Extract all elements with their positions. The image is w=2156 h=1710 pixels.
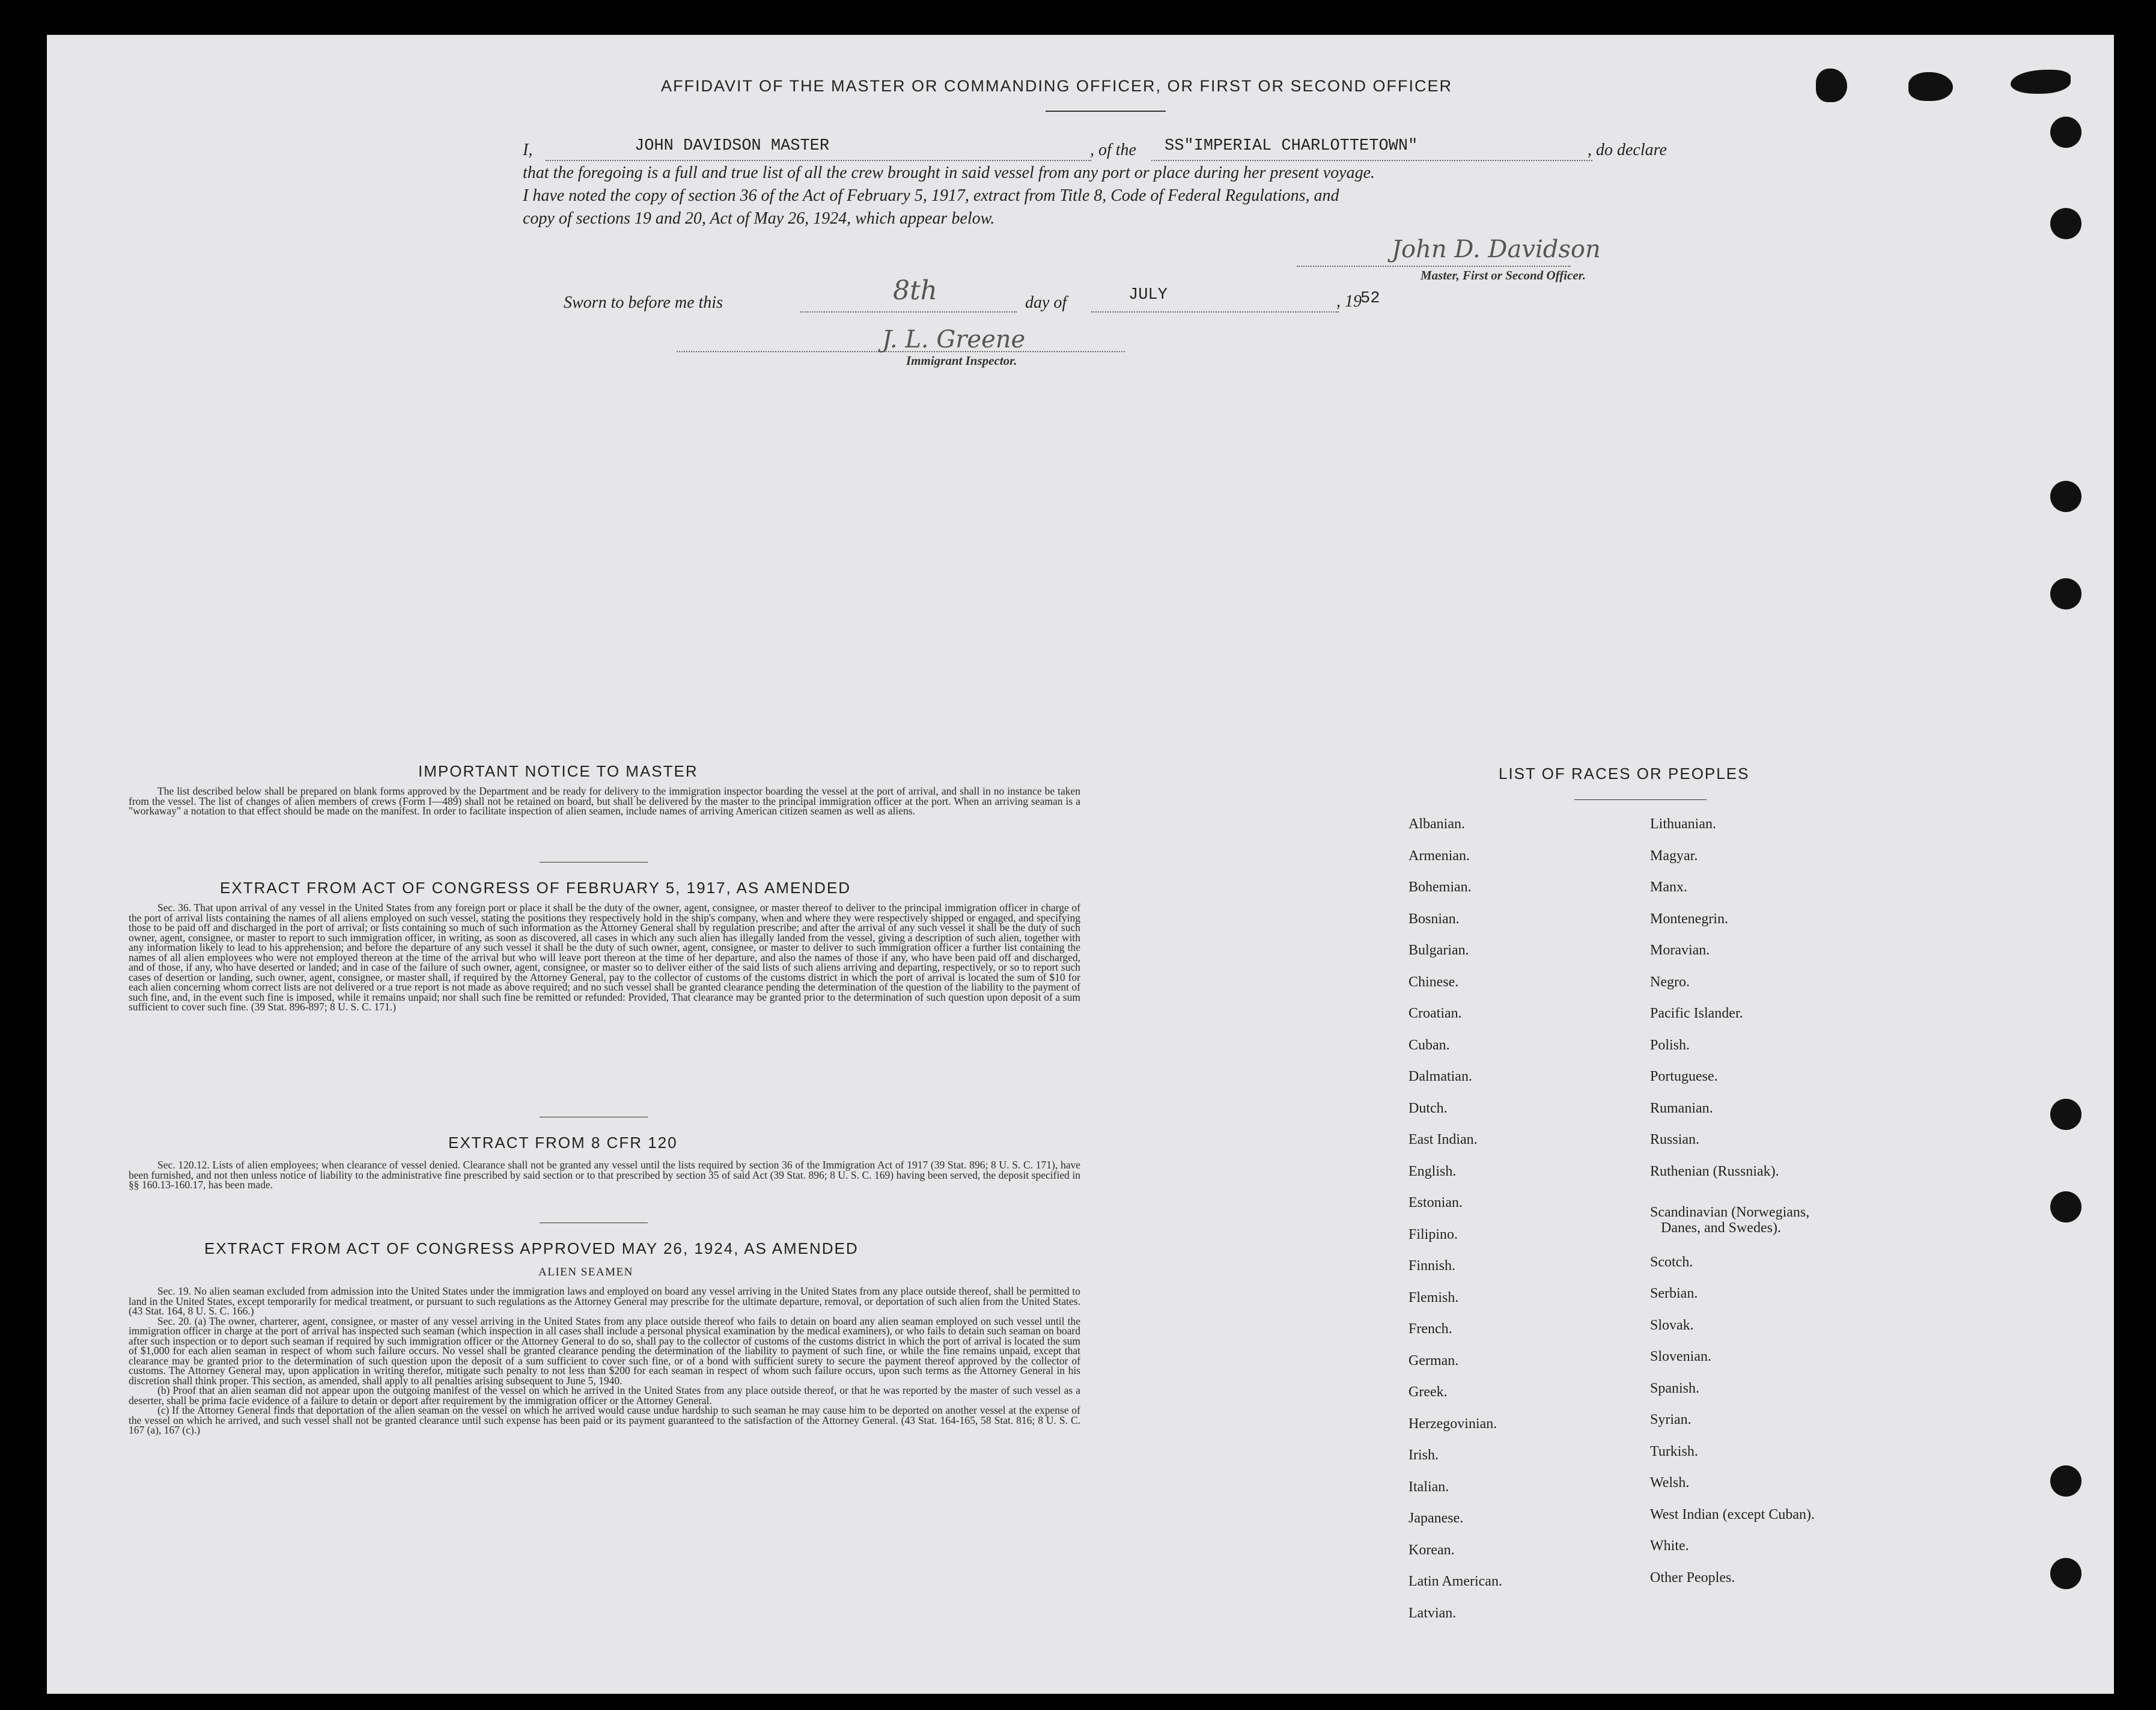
race-item: White.	[1650, 1538, 1689, 1554]
extract-cfr-text	[129, 1160, 1080, 1190]
race-item: Latvian.	[1408, 1605, 1457, 1621]
race-item: French.	[1408, 1321, 1452, 1337]
race-item: Russian.	[1650, 1132, 1700, 1147]
race-item: Other Peoples.	[1650, 1569, 1735, 1586]
race-item: Lithuanian.	[1650, 816, 1716, 832]
ink-blot	[2011, 70, 2071, 94]
race-item: Irish.	[1408, 1447, 1439, 1463]
sworn-label: Sworn to before me this	[564, 293, 723, 312]
ink-blot	[1816, 69, 1847, 102]
race-item: Rumanian.	[1650, 1100, 1713, 1116]
punch-hole	[2050, 1099, 2081, 1130]
affidavit-line-3: I have noted the copy of section 36 of the Act of February 5, 1917, extract from Title 8, Code of Federal Regulations, and	[523, 186, 1339, 205]
race-item: East Indian.	[1408, 1132, 1478, 1147]
race-item: Croatian.	[1408, 1006, 1462, 1021]
race-item: Slovak.	[1650, 1317, 1694, 1333]
race-item: Bohemian.	[1408, 879, 1472, 895]
master-signature: John D. Davidson	[1392, 236, 1601, 263]
extract-1917-heading: EXTRACT FROM ACT OF CONGRESS OF FEBRUARY 5, 1917, AS AMENDED	[220, 879, 851, 897]
race-item: Dutch.	[1408, 1100, 1448, 1116]
race-item: Moravian.	[1650, 942, 1710, 958]
race-item: Portuguese.	[1650, 1069, 1718, 1084]
race-item: Cuban.	[1408, 1037, 1450, 1053]
race-item: Negro.	[1650, 974, 1690, 990]
race-item: Ruthenian (Russniak).	[1650, 1163, 1779, 1179]
punch-hole	[2050, 117, 2081, 148]
sworn-day: 8th	[893, 275, 938, 306]
title-divider	[1046, 111, 1166, 112]
race-item: English.	[1408, 1163, 1457, 1179]
punch-hole	[2050, 1465, 2081, 1497]
race-item: Albanian.	[1408, 816, 1465, 832]
race-item: Danes, and Swedes).	[1661, 1220, 1781, 1236]
affidavit-line-4: copy of sections 19 and 20, Act of May 26, 1924, which appear below.	[523, 209, 995, 228]
race-item: Dalmatian.	[1408, 1069, 1472, 1084]
race-item: Spanish.	[1650, 1380, 1700, 1396]
race-item: Japanese.	[1408, 1510, 1464, 1526]
extract-1924-heading: EXTRACT FROM ACT OF CONGRESS APPROVED MAY 26, 1924, AS AMENDED	[204, 1239, 859, 1257]
extract-1917-text	[129, 903, 1080, 1012]
race-item: German.	[1408, 1352, 1459, 1369]
race-item: Italian.	[1408, 1479, 1449, 1495]
punch-hole	[2050, 208, 2081, 239]
race-item: Montenegrin.	[1650, 911, 1728, 927]
race-item: Pacific Islander.	[1650, 1006, 1743, 1021]
race-item: Herzegovinian.	[1408, 1415, 1497, 1432]
vessel-line	[1151, 160, 1592, 161]
master-name: JOHN DAVIDSON MASTER	[635, 137, 830, 155]
extract-1924-paragraph-sec20c: (c) If the Attorney General finds that deportation of the alien seaman on the vessel on which he arrived would cause undue hardship to such seaman he may cause him to be deported on another vessel at the expense of the vessel on which he arrived, and such vessel shall not be granted clearance until such expense has been paid or its payment guaranteed to the satisfaction of the Attorney General. (43 Stat. 164-165, 58 Stat. 816; 8 U. S. C. 167 (a), 167 (c).)	[129, 1404, 1080, 1436]
punch-hole	[2050, 1191, 2081, 1223]
race-item: Latin American.	[1408, 1574, 1502, 1589]
punch-hole	[2050, 1558, 2081, 1589]
race-item: Manx.	[1650, 879, 1687, 895]
race-item: Chinese.	[1408, 974, 1459, 990]
race-item: Korean.	[1408, 1542, 1455, 1558]
race-item: Flemish.	[1408, 1289, 1459, 1305]
races-heading: LIST OF RACES OR PEOPLES	[1499, 765, 1750, 783]
race-item: Syrian.	[1650, 1412, 1692, 1428]
master-signature-line	[1297, 266, 1571, 267]
affidavit-title: AFFIDAVIT OF THE MASTER OR COMMANDING OFFICER, OR FIRST OR SECOND OFFICER	[661, 77, 1453, 95]
race-item: Armenian.	[1408, 847, 1470, 864]
notice-heading: IMPORTANT NOTICE TO MASTER	[418, 762, 698, 780]
extract-1924-text	[129, 1286, 1080, 1435]
sworn-day-line	[800, 311, 1017, 313]
document-page	[47, 35, 2114, 1694]
notice-paragraph: The list described below shall be prepared on blank forms approved by the Department and be ready for delivery to the immigration inspector boarding the vessel at the port of arrival, and shall in no instance be taken from the vessel. The list of changes of alien members of crews (Form I—489) shall not be retained on board, but shall be delivered by the master to the principal immigration officer at the port. When an arriving seaman is a "workaway" a notation to that effect should be made on the manifest. In order to facilitate inspection of alien seamen, include names of arriving American citizen seamen as well as aliens.	[129, 785, 1080, 817]
affidavit-line-2: that the foregoing is a full and true list of all the crew brought in said vessel from any port or place during her present voyage.	[523, 163, 1375, 182]
race-item: Serbian.	[1650, 1286, 1698, 1301]
punch-hole	[2050, 481, 2081, 512]
alien-seamen-subheading: ALIEN SEAMEN	[538, 1266, 633, 1278]
race-item: Scandinavian (Norwegians,	[1650, 1205, 1810, 1220]
extract-1924-paragraph-sec19: Sec. 19. No alien seaman excluded from admission into the United States under the immigration laws and employed on board any vessel arriving in the United States from any place outside thereof, shall be permitted to land in the United States, except temporarily for medical treatment, or pursuant to such regulations as the Attorney General may prescribe for the ultimate departure, removal, or deportation of such alien from the United States. (43 Stat. 164, 8 U. S. C. 166.)	[129, 1285, 1080, 1317]
vessel-name: SS"IMPERIAL CHARLOTTETOWN"	[1165, 137, 1418, 155]
master-name-line	[546, 160, 1091, 161]
extract-cfr-heading: EXTRACT FROM 8 CFR 120	[448, 1134, 678, 1152]
sworn-year: 52	[1360, 290, 1380, 308]
inspector-signature: J. L. Greene	[882, 326, 1026, 353]
race-item: Welsh.	[1650, 1475, 1690, 1491]
race-item: Filipino.	[1408, 1226, 1458, 1242]
race-item: Estonian.	[1408, 1195, 1463, 1211]
extract-cfr-paragraph: Sec. 120.12. Lists of alien employees; when clearance of vessel denied. Clearance shall not be granted any vessel until the lists required by section 36 of the Immigration Act of 1917 (39 Stat. 896; 8 U. S. C. 171), have been furnished, and not then unless notice of liability to the administrative fine prescribed by said section or to that prescribed by section 35 of said Act (39 Stat. 896; 8 U. S. C. 169) having been served, the deposit specified in §§ 160.13-160.17, has been made.	[129, 1159, 1080, 1191]
year-prefix: , 19	[1336, 292, 1362, 311]
race-item: Scotch.	[1650, 1254, 1693, 1270]
i-label: I,	[523, 141, 533, 159]
extract-1917-paragraph: Sec. 36. That upon arrival of any vessel in the United States from any foreign port or place it shall be the duty of the owner, agent, consignee, or master thereof to deliver to the principal immigration officer in charge of the port of arrival lists containing the names of all aliens employed on such vessel, stating the positions they respectively hold in the ship's company, when and where they were respectively shipped or engaged, and specifying those to be paid off and discharged in the port of arrival; or lists containing so much of such information as the Attorney General shall by regulation prescribe; and after the arrival of any such vessel it shall be the duty of such owner, agent, consignee, or master to report to such immigration officer, in writing, as soon as discovered, all cases in which any such alien has illegally landed from the vessel, giving a description of such alien, together with any information likely to lead to his apprehension; and before the departure of any such vessel it shall be the duty of such owner, agent, consignee, or master to deliver to such immigration officer a further list containing the names of all alien employees who were not employed thereon at the time of the arrival but who will leave port thereon at the time of her departure, and also the names of those if any, who have been paid off and discharged, and of those, if any, who have deserted or landed; and in case of the failure of such owner, agent, consignee, or master so to deliver either of the said lists of such aliens arriving and departing, respectively, or so to report such cases of desertion or landing, such owner, agent, consignee, or master shall, if required by the Attorney General, pay to the collector of customs of the customs district in which the port of arrival is located the sum of $10 for each alien concerning whom correct lists are not delivered or a true report is not made as above required; and no such vessel shall be granted clearance pending the determination of the question of the liability to the payment of such fine, and, in the event such fine is imposed, while it remains unpaid; nor shall such fine be remitted or refunded: Provided, That clearance may be granted prior to the determination of such question upon deposit of a sum sufficient to cover such fine. (39 Stat. 896-897; 8 U. S. C. 171.)	[129, 902, 1080, 1013]
of-the-label: , of the	[1090, 141, 1136, 159]
punch-hole	[2050, 578, 2081, 609]
month-line	[1091, 311, 1339, 313]
notice-divider	[540, 862, 648, 863]
race-item: Finnish.	[1408, 1258, 1456, 1274]
extract-1924-paragraph-sec20a: Sec. 20. (a) The owner, charterer, agent, consignee, or master of any vessel arriving in the United States from any place outside thereof who fails to detain on board any alien seaman employed on such vessel until the immigration officer in charge at the port of arrival has inspected such seaman (which inspection in all cases shall include a personal physical examination by the medical examiners), or who fails to detain such seaman on board after such inspection or to deport such seaman if required by such immigration officer or the Attorney General to do so, shall pay to the collector of customs of the customs district in which the port of arrival is located the sum of $1,000 for each alien seaman in respect of whom such failure occurs. No vessel shall be granted clearance pending the determination of the liability to payment of such fine, or while the fine remains unpaid, except that clearance may be granted prior to the determination of such question upon the deposit of a sum sufficient to cover such fine, or of a bond with sufficient surety to secure the payment thereof approved by the collector of customs. The Attorney General may, upon application in writing therefor, mitigate such penalty to not less than $200 for each seaman in respect of whom such failure occurs, upon such terms as the Attorney General in his discretion shall think proper. This section, as amended, shall apply to all penalties arising subsequent to June 5, 1940.	[129, 1315, 1080, 1387]
race-item: West Indian (except Cuban).	[1650, 1506, 1815, 1522]
race-item: Greek.	[1408, 1384, 1448, 1400]
sworn-month: JULY	[1128, 286, 1168, 304]
ink-blot	[1908, 72, 1953, 101]
race-item: Slovenian.	[1650, 1349, 1711, 1364]
notice-text	[129, 786, 1080, 816]
race-item: Bulgarian.	[1408, 942, 1469, 958]
race-item: Magyar.	[1650, 847, 1698, 864]
race-item: Turkish.	[1650, 1443, 1698, 1459]
day-of-label: day of	[1025, 293, 1067, 312]
race-item: Polish.	[1650, 1037, 1690, 1053]
master-signature-caption: Master, First or Second Officer.	[1421, 268, 1586, 282]
race-item: Bosnian.	[1408, 911, 1460, 927]
races-divider	[1574, 799, 1707, 800]
do-declare-label: , do declare	[1588, 141, 1667, 159]
extract-1924-paragraph-sec20b: (b) Proof that an alien seaman did not appear upon the outgoing manifest of the vessel on which he arrived in the United States from any place outside thereof, or that he was reported by the master of such vessel as a deserter, shall be prima facie evidence of a failure to detain or deport after requirement by the immigration officer or the Attorney General.	[129, 1384, 1080, 1406]
inspector-caption: Immigrant Inspector.	[906, 353, 1017, 368]
